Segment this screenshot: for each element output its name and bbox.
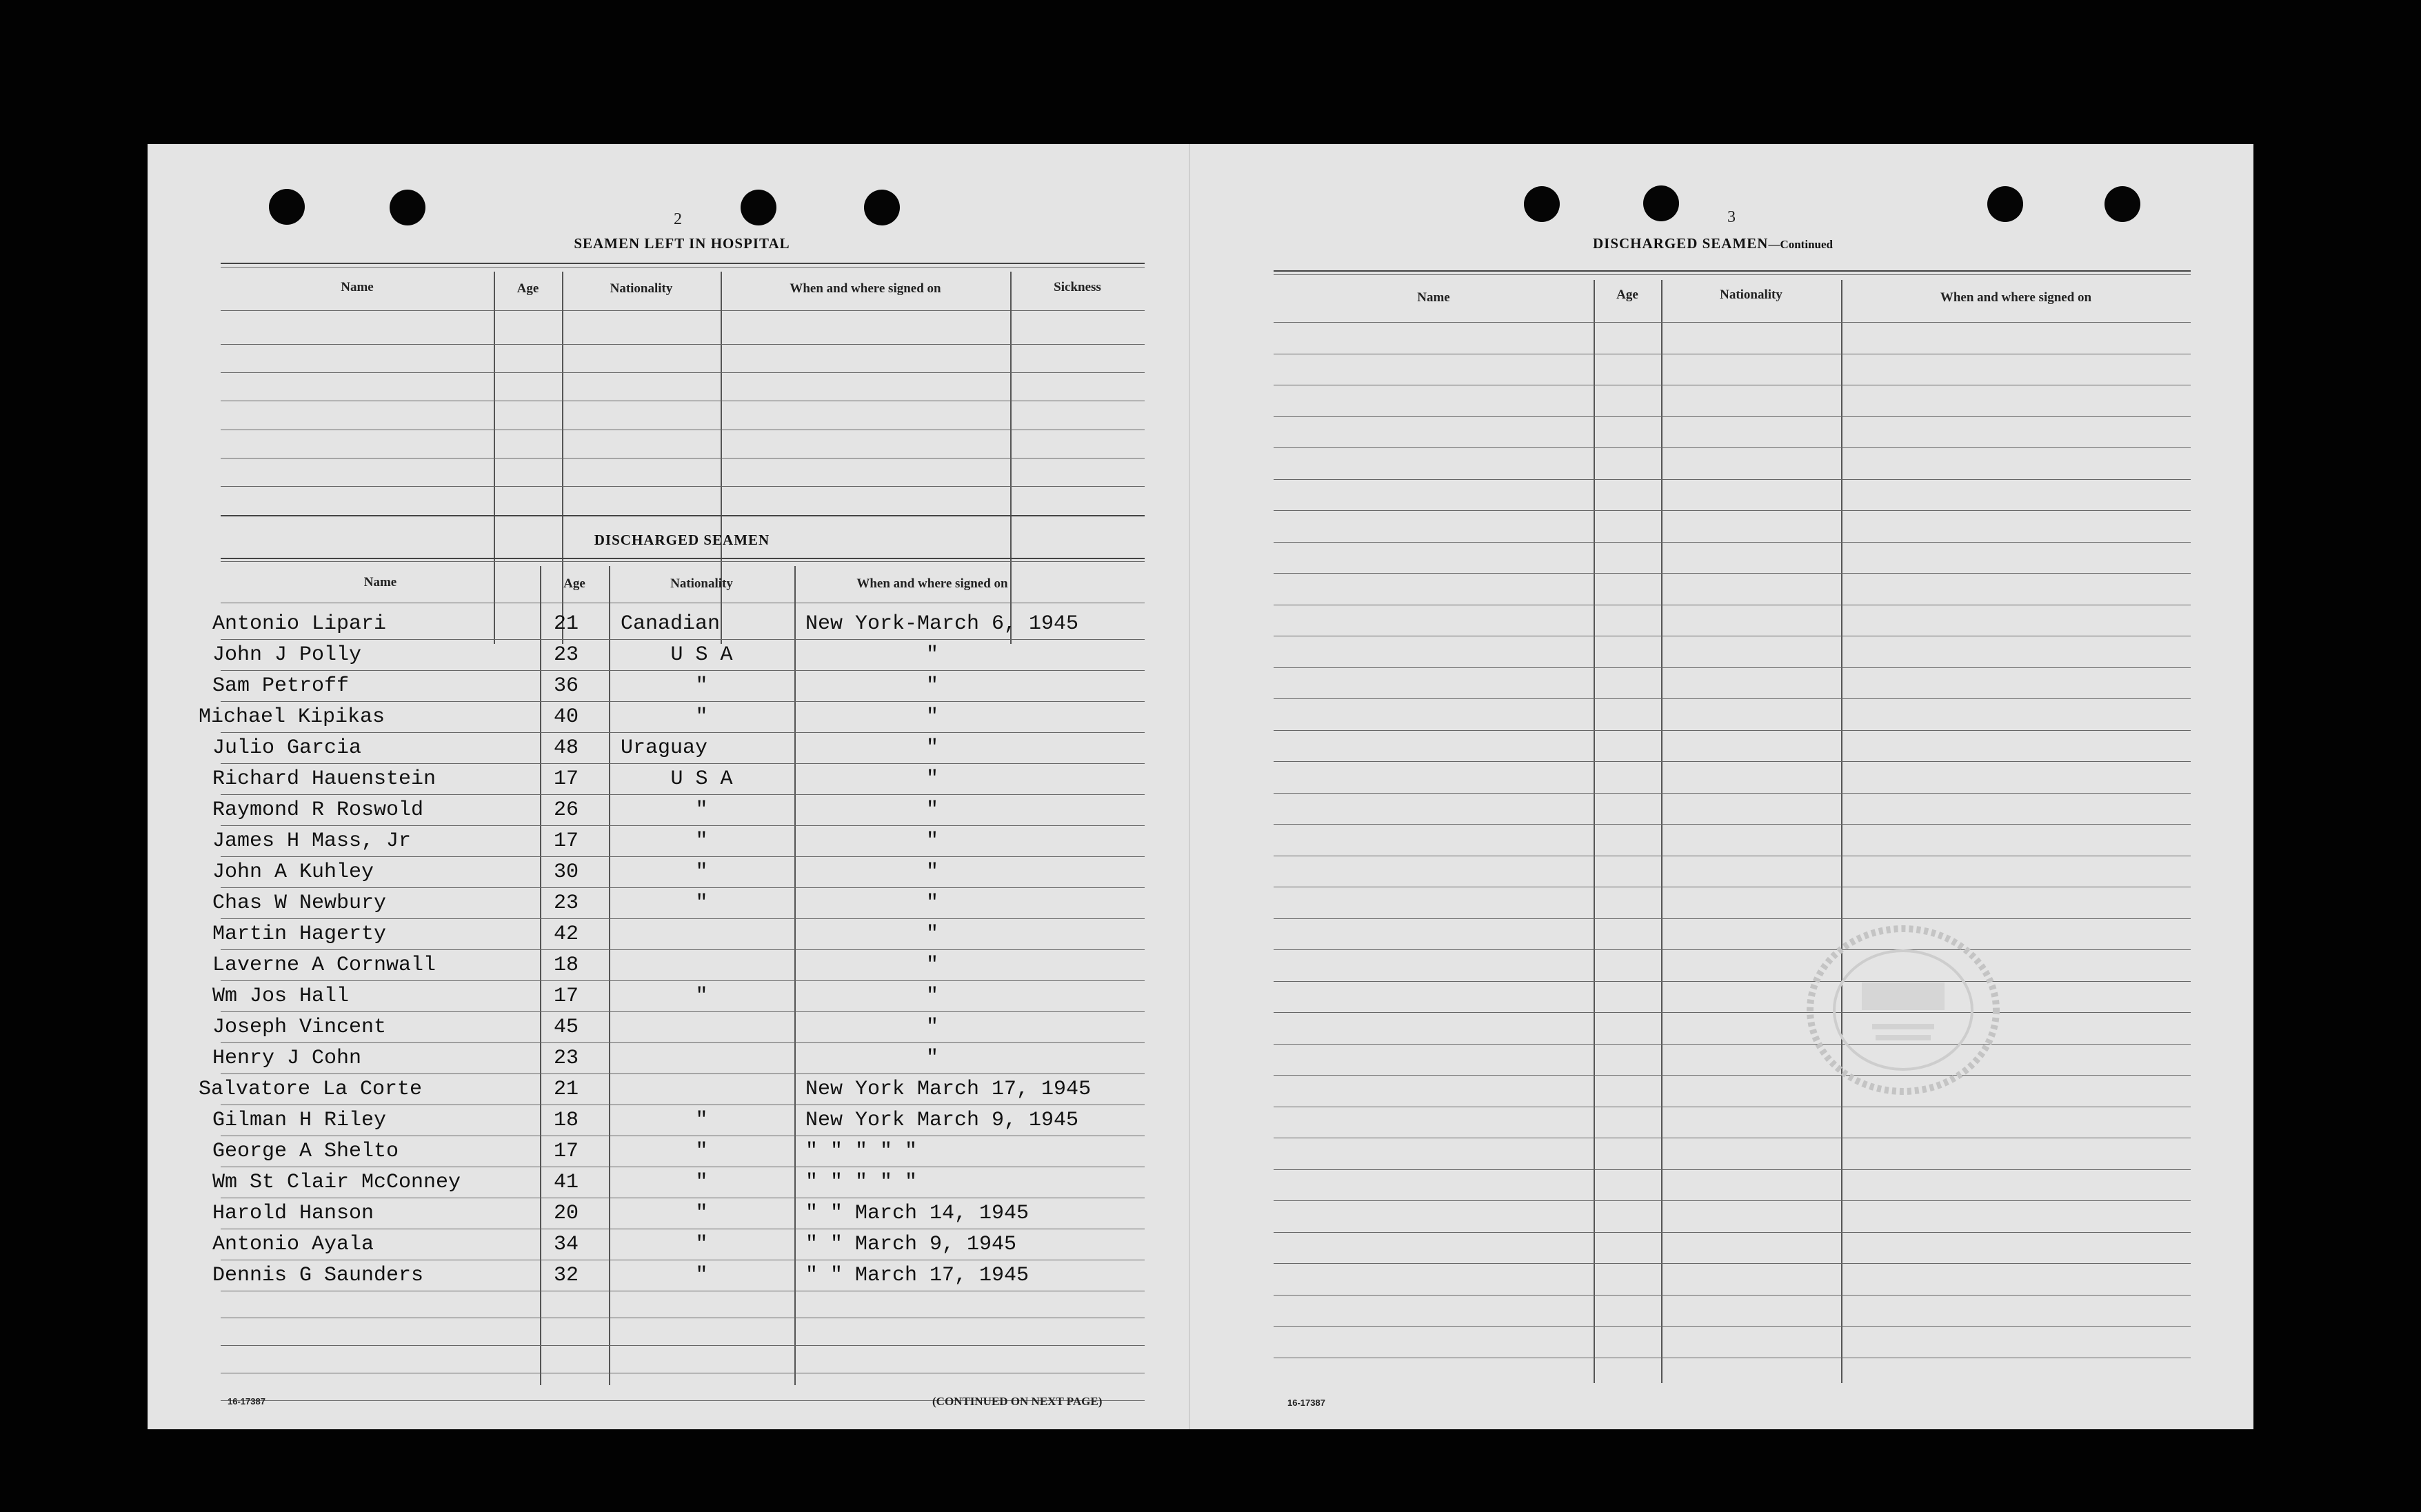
- blank-row-rule: [1274, 510, 2191, 511]
- seaman-name: George A Shelto: [212, 1140, 399, 1163]
- blank-row-rule: [1274, 416, 2191, 417]
- row-rule: [221, 887, 1145, 888]
- blank-row-rule: [1274, 698, 2191, 699]
- blank-row-rule: [1274, 793, 2191, 794]
- seaman-signed-on: ": [925, 829, 938, 853]
- seaman-signed-on: " " " " ": [805, 1140, 918, 1163]
- seaman-name: Salvatore La Corte: [199, 1078, 423, 1101]
- seaman-nationality: ": [695, 1109, 708, 1132]
- blank-row-rule: [1274, 1044, 2191, 1045]
- seaman-nationality: ": [695, 1140, 708, 1163]
- seaman-name: Michael Kipikas: [199, 705, 385, 729]
- seaman-signed-on: " " March 14, 1945: [805, 1202, 1029, 1225]
- binder-hole-4: [864, 190, 900, 225]
- seaman-name: Wm Jos Hall: [212, 985, 350, 1008]
- blank-row-rule: [1274, 918, 2191, 919]
- seaman-name: Dennis G Saunders: [212, 1264, 424, 1287]
- seaman-nationality: ": [695, 1233, 708, 1256]
- hospital-col-name: Name: [341, 280, 374, 294]
- blank-row-rule: [1274, 542, 2191, 543]
- document-sheet: [148, 144, 2253, 1429]
- seaman-age: 20: [554, 1202, 579, 1225]
- row-rule: [221, 1073, 1145, 1074]
- blank-row-rule: [1274, 1232, 2191, 1233]
- binder-hole-3: [741, 190, 776, 225]
- seaman-age: 17: [554, 1140, 579, 1163]
- right-col-signed-on: When and where signed on: [1940, 290, 2092, 305]
- binder-hole-1: [269, 189, 305, 225]
- blank-row-rule: [1274, 1075, 2191, 1076]
- seaman-signed-on: " " " " ": [805, 1171, 918, 1194]
- right-page-number: 3: [1727, 208, 1736, 226]
- seaman-signed-on: ": [925, 643, 938, 667]
- row-rule: [221, 670, 1145, 671]
- seaman-nationality: ": [695, 985, 708, 1008]
- seaman-name: Julio Garcia: [212, 736, 362, 760]
- seaman-name: James H Mass, Jr: [212, 829, 412, 853]
- seaman-signed-on: ": [925, 736, 938, 760]
- seaman-name: Gilman H Riley: [212, 1109, 387, 1132]
- row-rule: [221, 732, 1145, 733]
- binder-hole-5: [1524, 186, 1560, 222]
- seaman-signed-on: New York March 17, 1945: [805, 1078, 1092, 1101]
- discharged-section-title: DISCHARGED SEAMEN: [594, 532, 770, 548]
- discharged-col-nationality: Nationality: [670, 576, 733, 591]
- seaman-age: 40: [554, 705, 579, 729]
- seaman-name: Richard Hauenstein: [212, 767, 436, 791]
- right-col-name: Name: [1417, 290, 1450, 305]
- hospital-col-nationality: Nationality: [610, 281, 673, 296]
- blank-row-rule: [221, 1345, 1145, 1346]
- hospital-section-title: SEAMEN LEFT IN HOSPITAL: [574, 235, 790, 252]
- seaman-signed-on: ": [925, 1047, 938, 1070]
- row-rule: [221, 825, 1145, 826]
- blank-row-rule: [1274, 667, 2191, 668]
- seaman-nationality: U S A: [670, 643, 733, 667]
- seaman-age: 23: [554, 891, 579, 915]
- seaman-signed-on: ": [925, 705, 938, 729]
- seaman-name: Harold Hanson: [212, 1202, 374, 1225]
- binder-hole-2: [390, 190, 425, 225]
- seaman-age: 41: [554, 1171, 579, 1194]
- hospital-col-signed-on: When and where signed on: [790, 281, 941, 296]
- seaman-signed-on: New York March 9, 1945: [805, 1109, 1079, 1132]
- seaman-signed-on: ": [925, 891, 938, 915]
- row-rule: [221, 794, 1145, 795]
- blank-row-rule: [1274, 1326, 2191, 1327]
- right-title-main: DISCHARGED SEAMEN: [1593, 235, 1769, 252]
- seaman-age: 45: [554, 1016, 579, 1039]
- row-rule: [221, 918, 1145, 919]
- left-form-number: 16-17387: [228, 1396, 265, 1407]
- binder-hole-6: [1643, 185, 1679, 221]
- seaman-name: Antonio Lipari: [212, 612, 387, 636]
- seaman-signed-on: " " March 17, 1945: [805, 1264, 1029, 1287]
- page-spine: [1189, 144, 1190, 1429]
- seaman-nationality: ": [695, 1171, 708, 1194]
- binder-hole-7: [1987, 186, 2023, 222]
- seaman-age: 17: [554, 767, 579, 791]
- seaman-age: 23: [554, 1047, 579, 1070]
- seaman-age: 23: [554, 643, 579, 667]
- seaman-nationality: ": [695, 829, 708, 853]
- right-title-suffix: —Continued: [1768, 238, 1833, 251]
- seaman-signed-on: ": [925, 923, 938, 946]
- blank-row-rule: [1274, 949, 2191, 950]
- blank-row-rule: [1274, 479, 2191, 480]
- seaman-age: 36: [554, 674, 579, 698]
- seaman-signed-on: " " March 9, 1945: [805, 1233, 1017, 1256]
- discharged-col-signed-on: When and where signed on: [856, 576, 1008, 591]
- blank-row-rule: [1274, 824, 2191, 825]
- seaman-nationality: Uraguay: [621, 736, 708, 760]
- hospital-col-sickness: Sickness: [1054, 280, 1101, 294]
- seaman-name: John A Kuhley: [212, 860, 374, 884]
- seaman-name: Chas W Newbury: [212, 891, 387, 915]
- seaman-nationality: ": [695, 1202, 708, 1225]
- discharged-col-name: Name: [363, 575, 397, 589]
- row-rule: [221, 701, 1145, 702]
- seaman-signed-on: ": [925, 798, 938, 822]
- blank-row-rule: [1274, 1169, 2191, 1170]
- seaman-age: 30: [554, 860, 579, 884]
- continued-note: (CONTINUED ON NEXT PAGE): [932, 1395, 1103, 1408]
- seaman-age: 48: [554, 736, 579, 760]
- seaman-signed-on: ": [925, 1016, 938, 1039]
- right-col-age: Age: [1616, 288, 1638, 302]
- left-page-number: 2: [674, 210, 682, 228]
- seaman-signed-on: New York-March 6, 1945: [805, 612, 1079, 636]
- seaman-age: 26: [554, 798, 579, 822]
- seaman-nationality: U S A: [670, 767, 733, 791]
- seaman-signed-on: ": [925, 674, 938, 698]
- seaman-age: 21: [554, 612, 579, 636]
- row-rule: [221, 949, 1145, 950]
- blank-row-rule: [1274, 447, 2191, 448]
- row-rule: [221, 980, 1145, 981]
- right-section-title: [1527, 235, 1899, 252]
- blank-row-rule: [1274, 1200, 2191, 1201]
- receipt-stamp: [1800, 920, 2007, 1100]
- seaman-age: 18: [554, 1109, 579, 1132]
- blank-row-rule: [1274, 1012, 2191, 1013]
- row-rule: [221, 1011, 1145, 1012]
- seaman-age: 17: [554, 829, 579, 853]
- seaman-name: Joseph Vincent: [212, 1016, 387, 1039]
- seaman-signed-on: ": [925, 954, 938, 977]
- blank-row-rule: [1274, 322, 2191, 323]
- seaman-age: 42: [554, 923, 579, 946]
- right-form-number: 16-17387: [1287, 1398, 1325, 1408]
- seaman-signed-on: ": [925, 985, 938, 1008]
- row-rule: [221, 1042, 1145, 1043]
- seaman-age: 17: [554, 985, 579, 1008]
- seaman-age: 34: [554, 1233, 579, 1256]
- seaman-nationality: Canadian: [621, 612, 721, 636]
- seaman-age: 32: [554, 1264, 579, 1287]
- blank-row-rule: [1274, 761, 2191, 762]
- seaman-age: 21: [554, 1078, 579, 1101]
- seaman-name: Wm St Clair McConney: [212, 1171, 461, 1194]
- right-col-nationality: Nationality: [1720, 288, 1782, 302]
- seaman-age: 18: [554, 954, 579, 977]
- row-rule: [221, 639, 1145, 640]
- seaman-nationality: ": [695, 1264, 708, 1287]
- seaman-name: Antonio Ayala: [212, 1233, 374, 1256]
- row-rule: [221, 763, 1145, 764]
- seaman-signed-on: ": [925, 767, 938, 791]
- seaman-name: Raymond R Roswold: [212, 798, 424, 822]
- seaman-signed-on: ": [925, 860, 938, 884]
- seaman-nationality: ": [695, 674, 708, 698]
- seaman-name: Laverne A Cornwall: [212, 954, 436, 977]
- seaman-name: Sam Petroff: [212, 674, 350, 698]
- hospital-col-age: Age: [516, 281, 539, 296]
- seaman-name: John J Polly: [212, 643, 362, 667]
- seaman-nationality: ": [695, 705, 708, 729]
- blank-row-rule: [1274, 730, 2191, 731]
- blank-row-rule: [1274, 1295, 2191, 1296]
- blank-row-rule: [1274, 573, 2191, 574]
- seaman-nationality: ": [695, 860, 708, 884]
- discharged-col-age: Age: [563, 576, 585, 591]
- binder-hole-8: [2104, 186, 2140, 222]
- blank-row-rule: [1274, 981, 2191, 982]
- seaman-name: Martin Hagerty: [212, 923, 387, 946]
- seaman-nationality: ": [695, 891, 708, 915]
- seaman-name: Henry J Cohn: [212, 1047, 362, 1070]
- seaman-nationality: ": [695, 798, 708, 822]
- blank-row-rule: [1274, 1263, 2191, 1264]
- row-rule: [221, 856, 1145, 857]
